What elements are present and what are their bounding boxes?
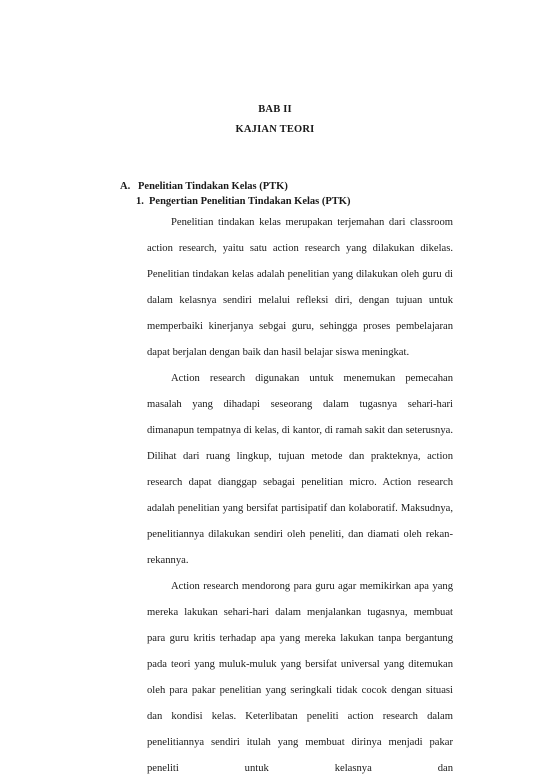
paragraph-action-research-benefits: Action research mendorong para guru agar memikirkan apa yang mereka lakukan sehari-hari dalam menjalankan tugasnya, membuat para guru kritis terhadap apa yang mereka lakukan tanpa bergantung pada teori yang muluk-muluk yang bersifat universal yang ditemukan oleh para pakar penelitian yang seringkali tidak cocok dengan situasi dan kondisi kelas. Keterlibatan peneliti action research dalam penelitiannya sendiri itulah yang membuat dirinya menjadi pakar peneliti untuk kelasnya dan [147,581,453,774]
subsection-heading [136,196,350,207]
body-text [147,210,453,782]
section-marker: A. [120,181,131,192]
chapter-title: KAJIAN TEORI [235,124,315,135]
paragraph-action-research-purpose: Action research digunakan untuk menemukan pemecahan masalah yang dihadapi seseorang dalam tugasnya sehari-hari dimanapun tempatnya di kelas, di kantor, di ramah sakit dan seterusnya. Dilihat dari ruang lingkup, tujuan metode dan prakteknya, action research dapat dianggap sebagai penelitian micro. Action research adalah penelitian yang bersifat partisipatif dan kolaboratif. Maksudnya, penelitiannya dilakukan sendiri oleh peneliti, dan diamati oleh rekan-rekannya. [147,373,453,566]
chapter-number: BAB II [258,104,292,115]
subsection-title: Pengertian Penelitian Tindakan Kelas (PTK) [149,196,351,207]
section-heading [120,181,288,192]
paragraph-definition: Penelitian tindakan kelas merupakan terjemahan dari classroom action research, yaitu satu action research yang dilakukan dikelas. Penelitian tindakan kelas adalah penelitian yang dilakukan oleh guru di dalam kelasnya sendiri melalui refleksi diri, dengan tujuan untuk memperbaiki kinerjanya sebgai guru, sehingga proses pembelajaran dapat berjalan dengan baik dan hasil belajar siswa meningkat. [147,217,453,358]
section-title: Penelitian Tindakan Kelas (PTK) [138,181,288,192]
subsection-marker: 1. [136,196,144,207]
